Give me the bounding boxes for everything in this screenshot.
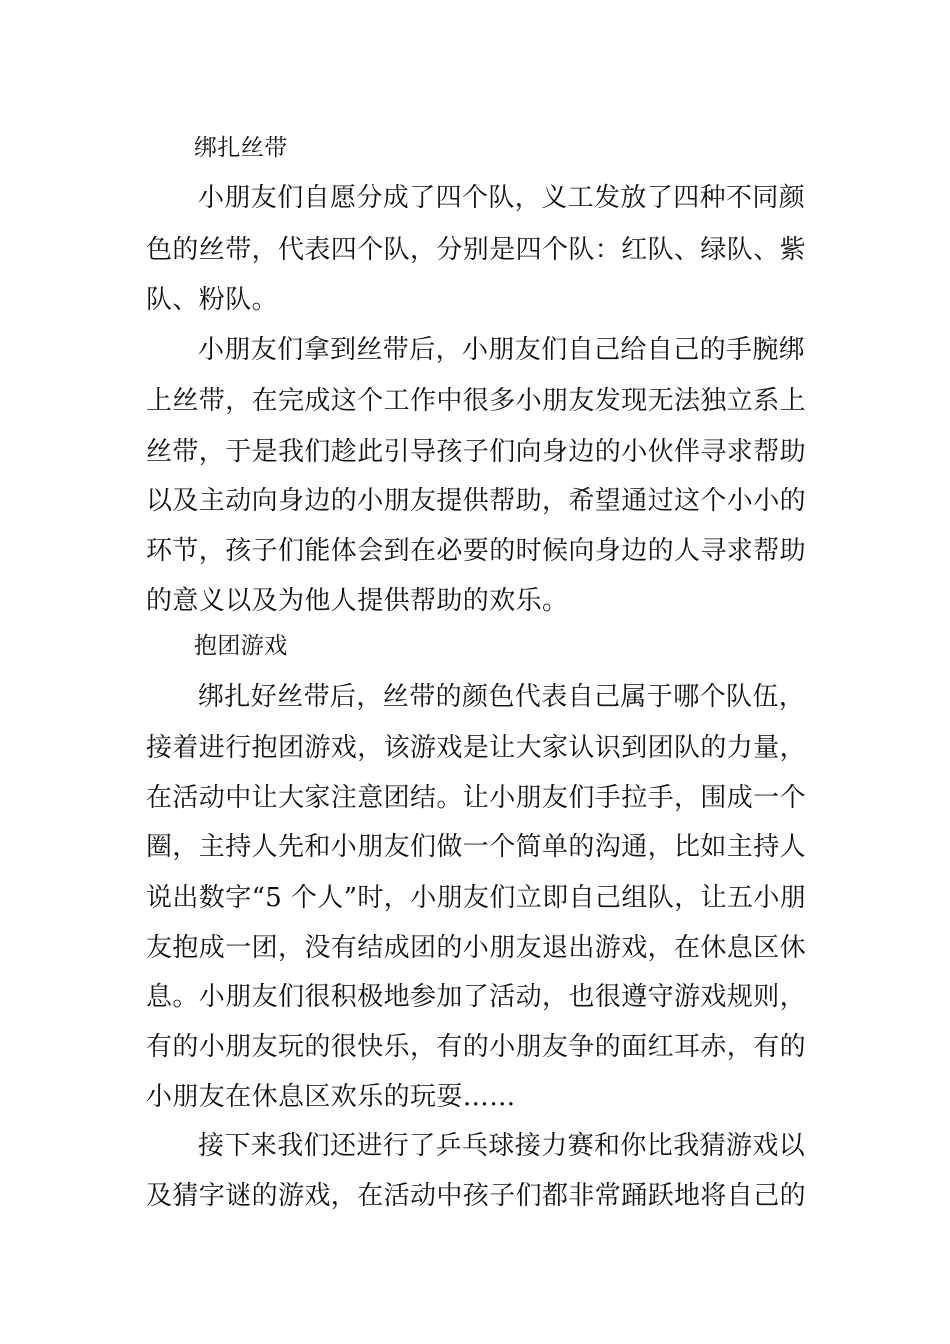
paragraph-line: 圈，主持人先和小朋友们做一个简单的沟通，比如主持人 [146, 832, 807, 862]
paragraph-line: 小朋友们自愿分成了四个队，义工发放了四种不同颜 [198, 183, 806, 213]
paragraph-line: 小朋友们拿到丝带后，小朋友们自己给自己的手腕绑 [198, 335, 806, 365]
paragraph-line: 有的小朋友玩的很快乐，有的小朋友争的面红耳赤，有的 [146, 1032, 807, 1062]
paragraph-line: 在活动中让大家注意团结。让小朋友们手拉手，围成一个 [146, 783, 807, 813]
paragraph-line: 友抱成一团，没有结成团的小朋友退出游戏，在休息区休 [146, 933, 807, 963]
paragraph-line: 接着进行抱团游戏，该游戏是让大家认识到团队的力量， [146, 733, 807, 763]
paragraph-line: 环节，孩子们能体会到在必要的时候向身边的人寻求帮助 [146, 536, 807, 566]
paragraph-line: 以及主动向身边的小朋友提供帮助，希望通过这个小小的 [146, 486, 807, 516]
paragraph-line: 色的丝带，代表四个队，分别是四个队：红队、绿队、紫 [146, 235, 807, 265]
paragraph-line: 息。小朋友们很积极地参加了活动，也很遵守游戏规则， [146, 982, 807, 1012]
paragraph-line: 上丝带，在完成这个工作中很多小朋友发现无法独立系上 [146, 386, 807, 416]
paragraph-line: 小朋友在休息区欢乐的玩耍…… [146, 1082, 516, 1112]
paragraph-line: 绑扎好丝带后，丝带的颜色代表自己属于哪个队伍， [198, 682, 806, 712]
paragraph-line: 及猜字谜的游戏，在活动中孩子们都非常踊跃地将自己的 [146, 1181, 807, 1211]
section-heading-ribbon: 绑扎丝带 [194, 135, 288, 161]
paragraph-line: 丝带，于是我们趁此引导孩子们向身边的小伙伴寻求帮助 [146, 437, 807, 467]
paragraph-line: 接下来我们还进行了乒乓球接力赛和你比我猜游戏以 [198, 1131, 806, 1161]
paragraph-line: 的意义以及为他人提供帮助的欢乐。 [146, 586, 569, 616]
section-heading-group-hug-game: 抱团游戏 [194, 633, 288, 659]
paragraph-line: 队、粉队。 [146, 285, 279, 315]
paragraph-line: 说出数字“5 个人”时，小朋友们立即自己组队，让五小朋 [146, 883, 807, 913]
